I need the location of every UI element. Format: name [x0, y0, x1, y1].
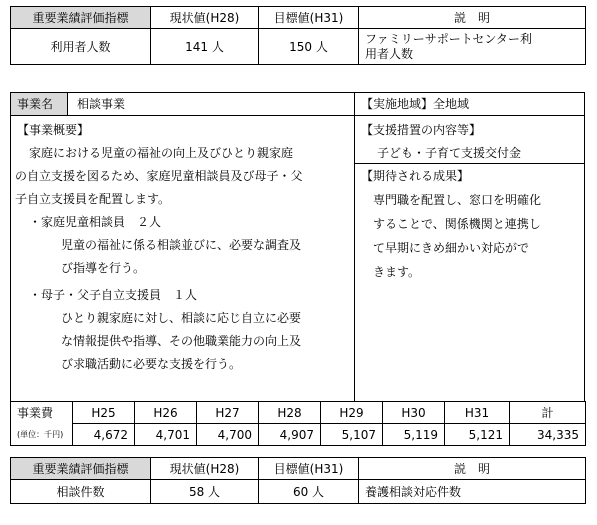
overview-line: ひとり親家庭に対し、相談に応じ自立に必要: [61, 311, 302, 325]
budget-table: [10, 401, 586, 446]
result-title: 【期待される成果】: [361, 169, 470, 183]
kpi-indicator-value: 相談件数: [11, 480, 151, 504]
kpi-current-value: 141 人: [151, 29, 259, 65]
budget-label: 事業費: [11, 402, 73, 424]
kpi-description: 養護相談対応件数: [359, 480, 586, 504]
overview-line: 子自立支援員を配置します。: [15, 192, 171, 206]
budget-year: H27: [197, 402, 259, 424]
budget-value: 4,907: [259, 424, 321, 446]
support-title: 【支援措置の内容等】: [361, 123, 482, 137]
result-line: することで、関係機関と連携し: [373, 217, 541, 231]
budget-value: 5,119: [383, 424, 445, 446]
result-line: きます。: [373, 265, 421, 279]
kpi-description-line: ファミリーサポートセンター利: [365, 31, 532, 46]
project-box: [10, 92, 585, 402]
budget-total-value: 34,335: [510, 424, 586, 446]
project-name: 相談事業: [77, 97, 126, 111]
overview-line: ・家庭児童相談員 ２人: [29, 215, 162, 229]
kpi-header-target: 目標値(H31): [259, 458, 359, 480]
project-label: 事業名: [11, 93, 68, 115]
result-line: て早期にきめ細かい対応がで: [373, 241, 530, 255]
column-divider: [354, 93, 355, 401]
support-text: 子ども・子育て支援交付金: [377, 146, 522, 160]
kpi-header-current: 現状値(H28): [151, 7, 259, 29]
project-area: 【実施地域】全地域: [361, 97, 470, 111]
overview-line: び求職活動に必要な支援を行う。: [61, 357, 242, 371]
kpi-header-indicator: 重要業績評価指標: [11, 458, 151, 480]
overview-line: ・母子・父子自立支援員 １人: [29, 288, 198, 302]
kpi-header-indicator: 重要業績評価指標: [11, 7, 151, 29]
kpi-indicator-value: 利用者人数: [11, 29, 151, 65]
kpi-header-description: 説 明: [359, 7, 586, 29]
budget-value: 4,672: [73, 424, 135, 446]
budget-year: H29: [321, 402, 383, 424]
budget-year: H31: [445, 402, 510, 424]
kpi-header-current: 現状値(H28): [151, 458, 259, 480]
budget-value: 4,701: [135, 424, 197, 446]
budget-value: 5,121: [445, 424, 510, 446]
kpi-target-value: 60 人: [259, 480, 359, 504]
budget-year: H26: [135, 402, 197, 424]
kpi-header-description: 説 明: [359, 458, 586, 480]
budget-unit: (単位：千円): [11, 424, 73, 446]
budget-value: 4,700: [197, 424, 259, 446]
overview-line: 家庭における児童の福祉の向上及びひとり親家庭: [29, 146, 294, 160]
budget-year: H30: [383, 402, 445, 424]
budget-year: H28: [259, 402, 321, 424]
overview-line: 児童の福祉に係る相談並びに、必要な調査及: [61, 238, 302, 252]
overview-line: び指導を行う。: [61, 261, 146, 275]
kpi-description-line: 用者人数: [365, 46, 414, 61]
budget-year: H25: [73, 402, 135, 424]
kpi-table-top: [10, 6, 586, 65]
right-column-separator: [355, 163, 584, 164]
budget-total-header: 計: [510, 402, 586, 424]
project-header: [11, 93, 584, 116]
kpi-description: [359, 29, 586, 65]
overview-line: な情報提供や指導、その他職業能力の向上及: [61, 334, 302, 348]
kpi-header-target: 目標値(H31): [259, 7, 359, 29]
kpi-current-value: 58 人: [151, 480, 259, 504]
overview-line: の自立支援を図るため、家庭児童相談員及び母子・父: [15, 169, 303, 183]
budget-value: 5,107: [321, 424, 383, 446]
kpi-table-bottom: [10, 457, 586, 504]
result-line: 専門職を配置し、窓口を明確化: [373, 193, 542, 207]
kpi-target-value: 150 人: [259, 29, 359, 65]
overview-title: 【事業概要】: [17, 123, 90, 137]
